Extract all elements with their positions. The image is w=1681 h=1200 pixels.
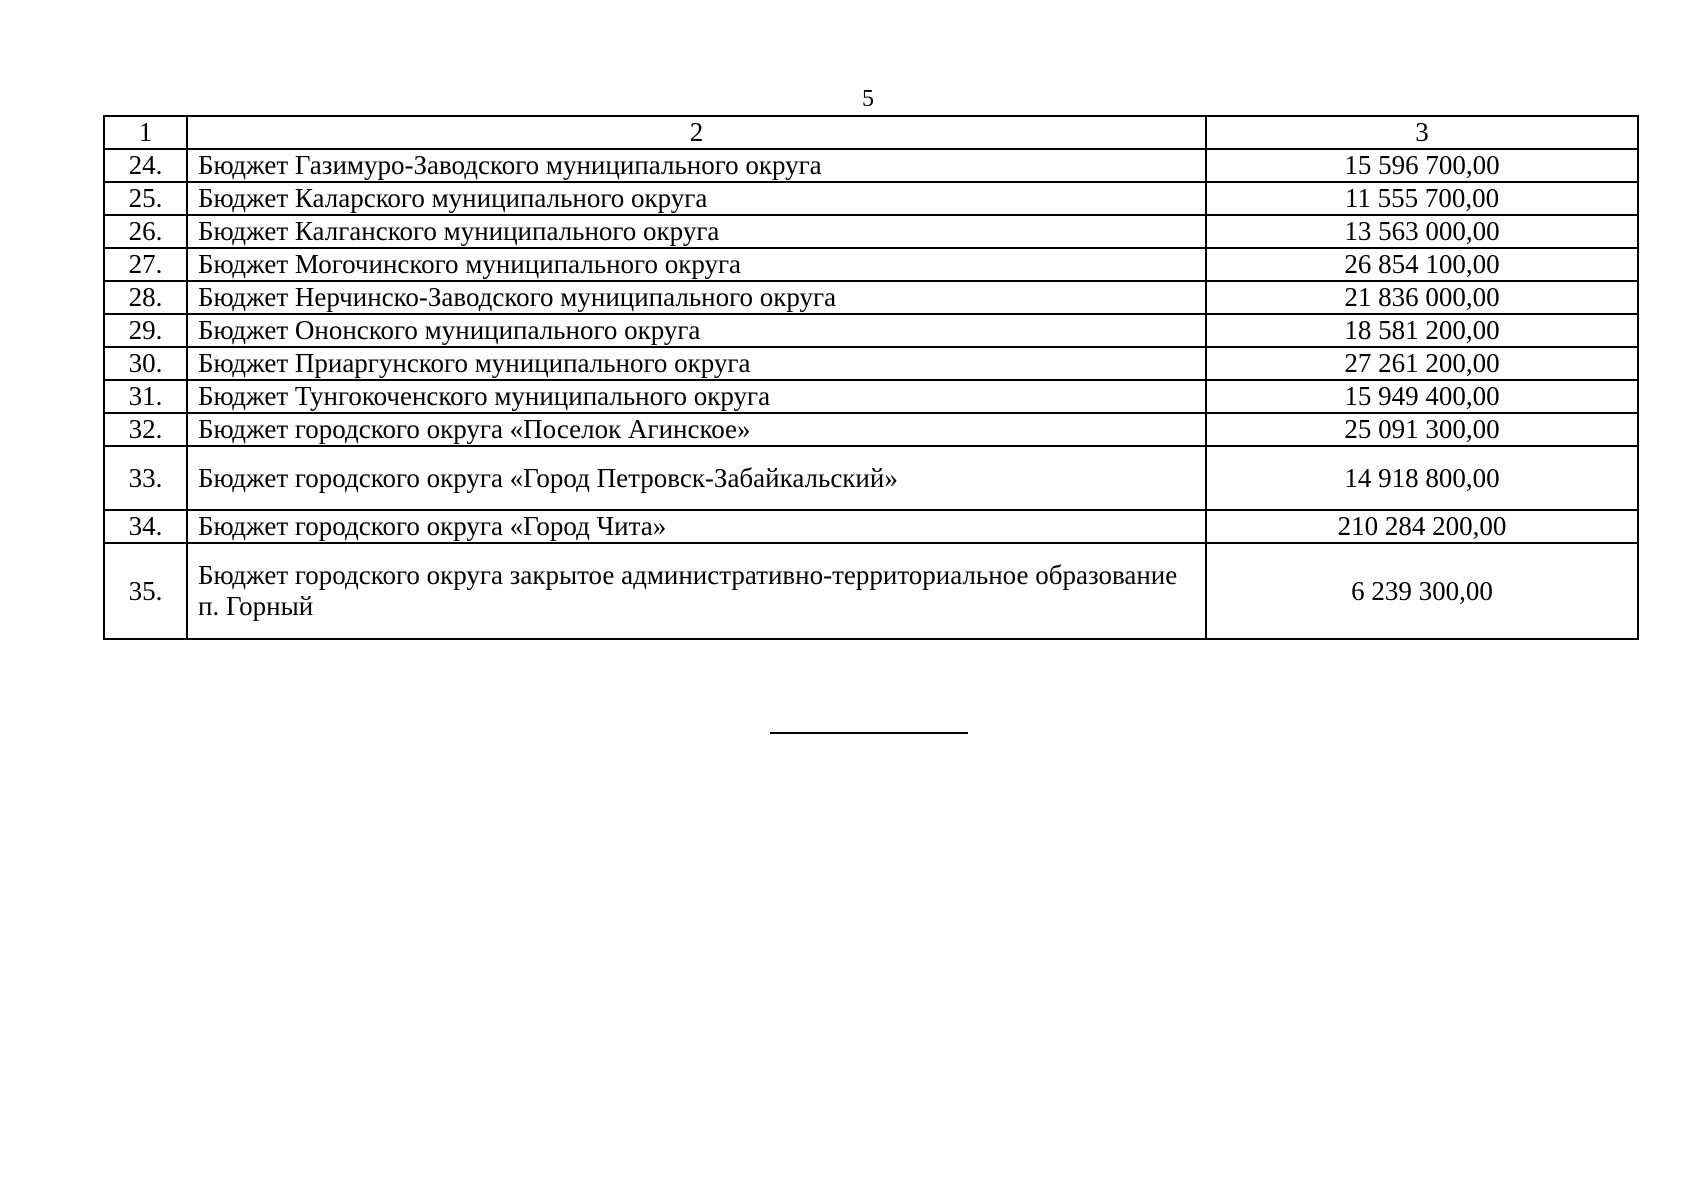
table-row — [104, 182, 1638, 215]
budget-name: Бюджет Нерчинско-Заводского муниципального округа — [187, 281, 1206, 314]
row-number: 28. — [104, 281, 187, 314]
row-number: 25. — [104, 182, 187, 215]
budget-amount: 15 596 700,00 — [1206, 149, 1638, 182]
budget-amount: 18 581 200,00 — [1206, 314, 1638, 347]
budget-name: Бюджет городского округа закрытое административно-территориальное образование п. Горный — [187, 543, 1206, 639]
table-row — [104, 281, 1638, 314]
budget-name: Бюджет Каларского муниципального округа — [187, 182, 1206, 215]
budget-amount: 13 563 000,00 — [1206, 215, 1638, 248]
budget-name: Бюджет Могочинского муниципального округа — [187, 248, 1206, 281]
budget-name: Бюджет Тунгокоченского муниципального округа — [187, 380, 1206, 413]
row-number: 32. — [104, 413, 187, 446]
budget-name: Бюджет городского округа «Город Чита» — [187, 510, 1206, 543]
table-row — [104, 215, 1638, 248]
row-number: 33. — [104, 446, 187, 510]
budget-table — [103, 115, 1639, 640]
budget-amount: 26 854 100,00 — [1206, 248, 1638, 281]
row-number: 31. — [104, 380, 187, 413]
budget-amount: 14 918 800,00 — [1206, 446, 1638, 510]
budget-amount: 27 261 200,00 — [1206, 347, 1638, 380]
row-number: 24. — [104, 149, 187, 182]
budget-name: Бюджет Газимуро-Заводского муниципального округа — [187, 149, 1206, 182]
table-header-row — [104, 116, 1638, 149]
end-of-document-rule — [770, 732, 968, 734]
row-number: 27. — [104, 248, 187, 281]
table-row — [104, 543, 1638, 639]
row-number: 30. — [104, 347, 187, 380]
budget-amount: 210 284 200,00 — [1206, 510, 1638, 543]
budget-name: Бюджет городского округа «Поселок Агинское» — [187, 413, 1206, 446]
table-row — [104, 248, 1638, 281]
table-row — [104, 413, 1638, 446]
budget-amount: 15 949 400,00 — [1206, 380, 1638, 413]
row-number: 26. — [104, 215, 187, 248]
budget-name: Бюджет городского округа «Город Петровск-Забайкальский» — [187, 446, 1206, 510]
header-cell-number: 1 — [104, 116, 187, 149]
header-cell-name: 2 — [187, 116, 1206, 149]
row-number: 35. — [104, 543, 187, 639]
header-cell-amount: 3 — [1206, 116, 1638, 149]
table-row — [104, 446, 1638, 510]
budget-name: Бюджет Ононского муниципального округа — [187, 314, 1206, 347]
table-row — [104, 380, 1638, 413]
row-number: 34. — [104, 510, 187, 543]
budget-amount: 21 836 000,00 — [1206, 281, 1638, 314]
table-row — [104, 510, 1638, 543]
budget-name: Бюджет Приаргунского муниципального округа — [187, 347, 1206, 380]
budget-amount: 11 555 700,00 — [1206, 182, 1638, 215]
budget-amount: 25 091 300,00 — [1206, 413, 1638, 446]
budget-name: Бюджет Калганского муниципального округа — [187, 215, 1206, 248]
table-row — [104, 347, 1638, 380]
page-number: 5 — [862, 86, 874, 112]
table-row — [104, 149, 1638, 182]
table-row — [104, 314, 1638, 347]
budget-amount: 6 239 300,00 — [1206, 543, 1638, 639]
row-number: 29. — [104, 314, 187, 347]
